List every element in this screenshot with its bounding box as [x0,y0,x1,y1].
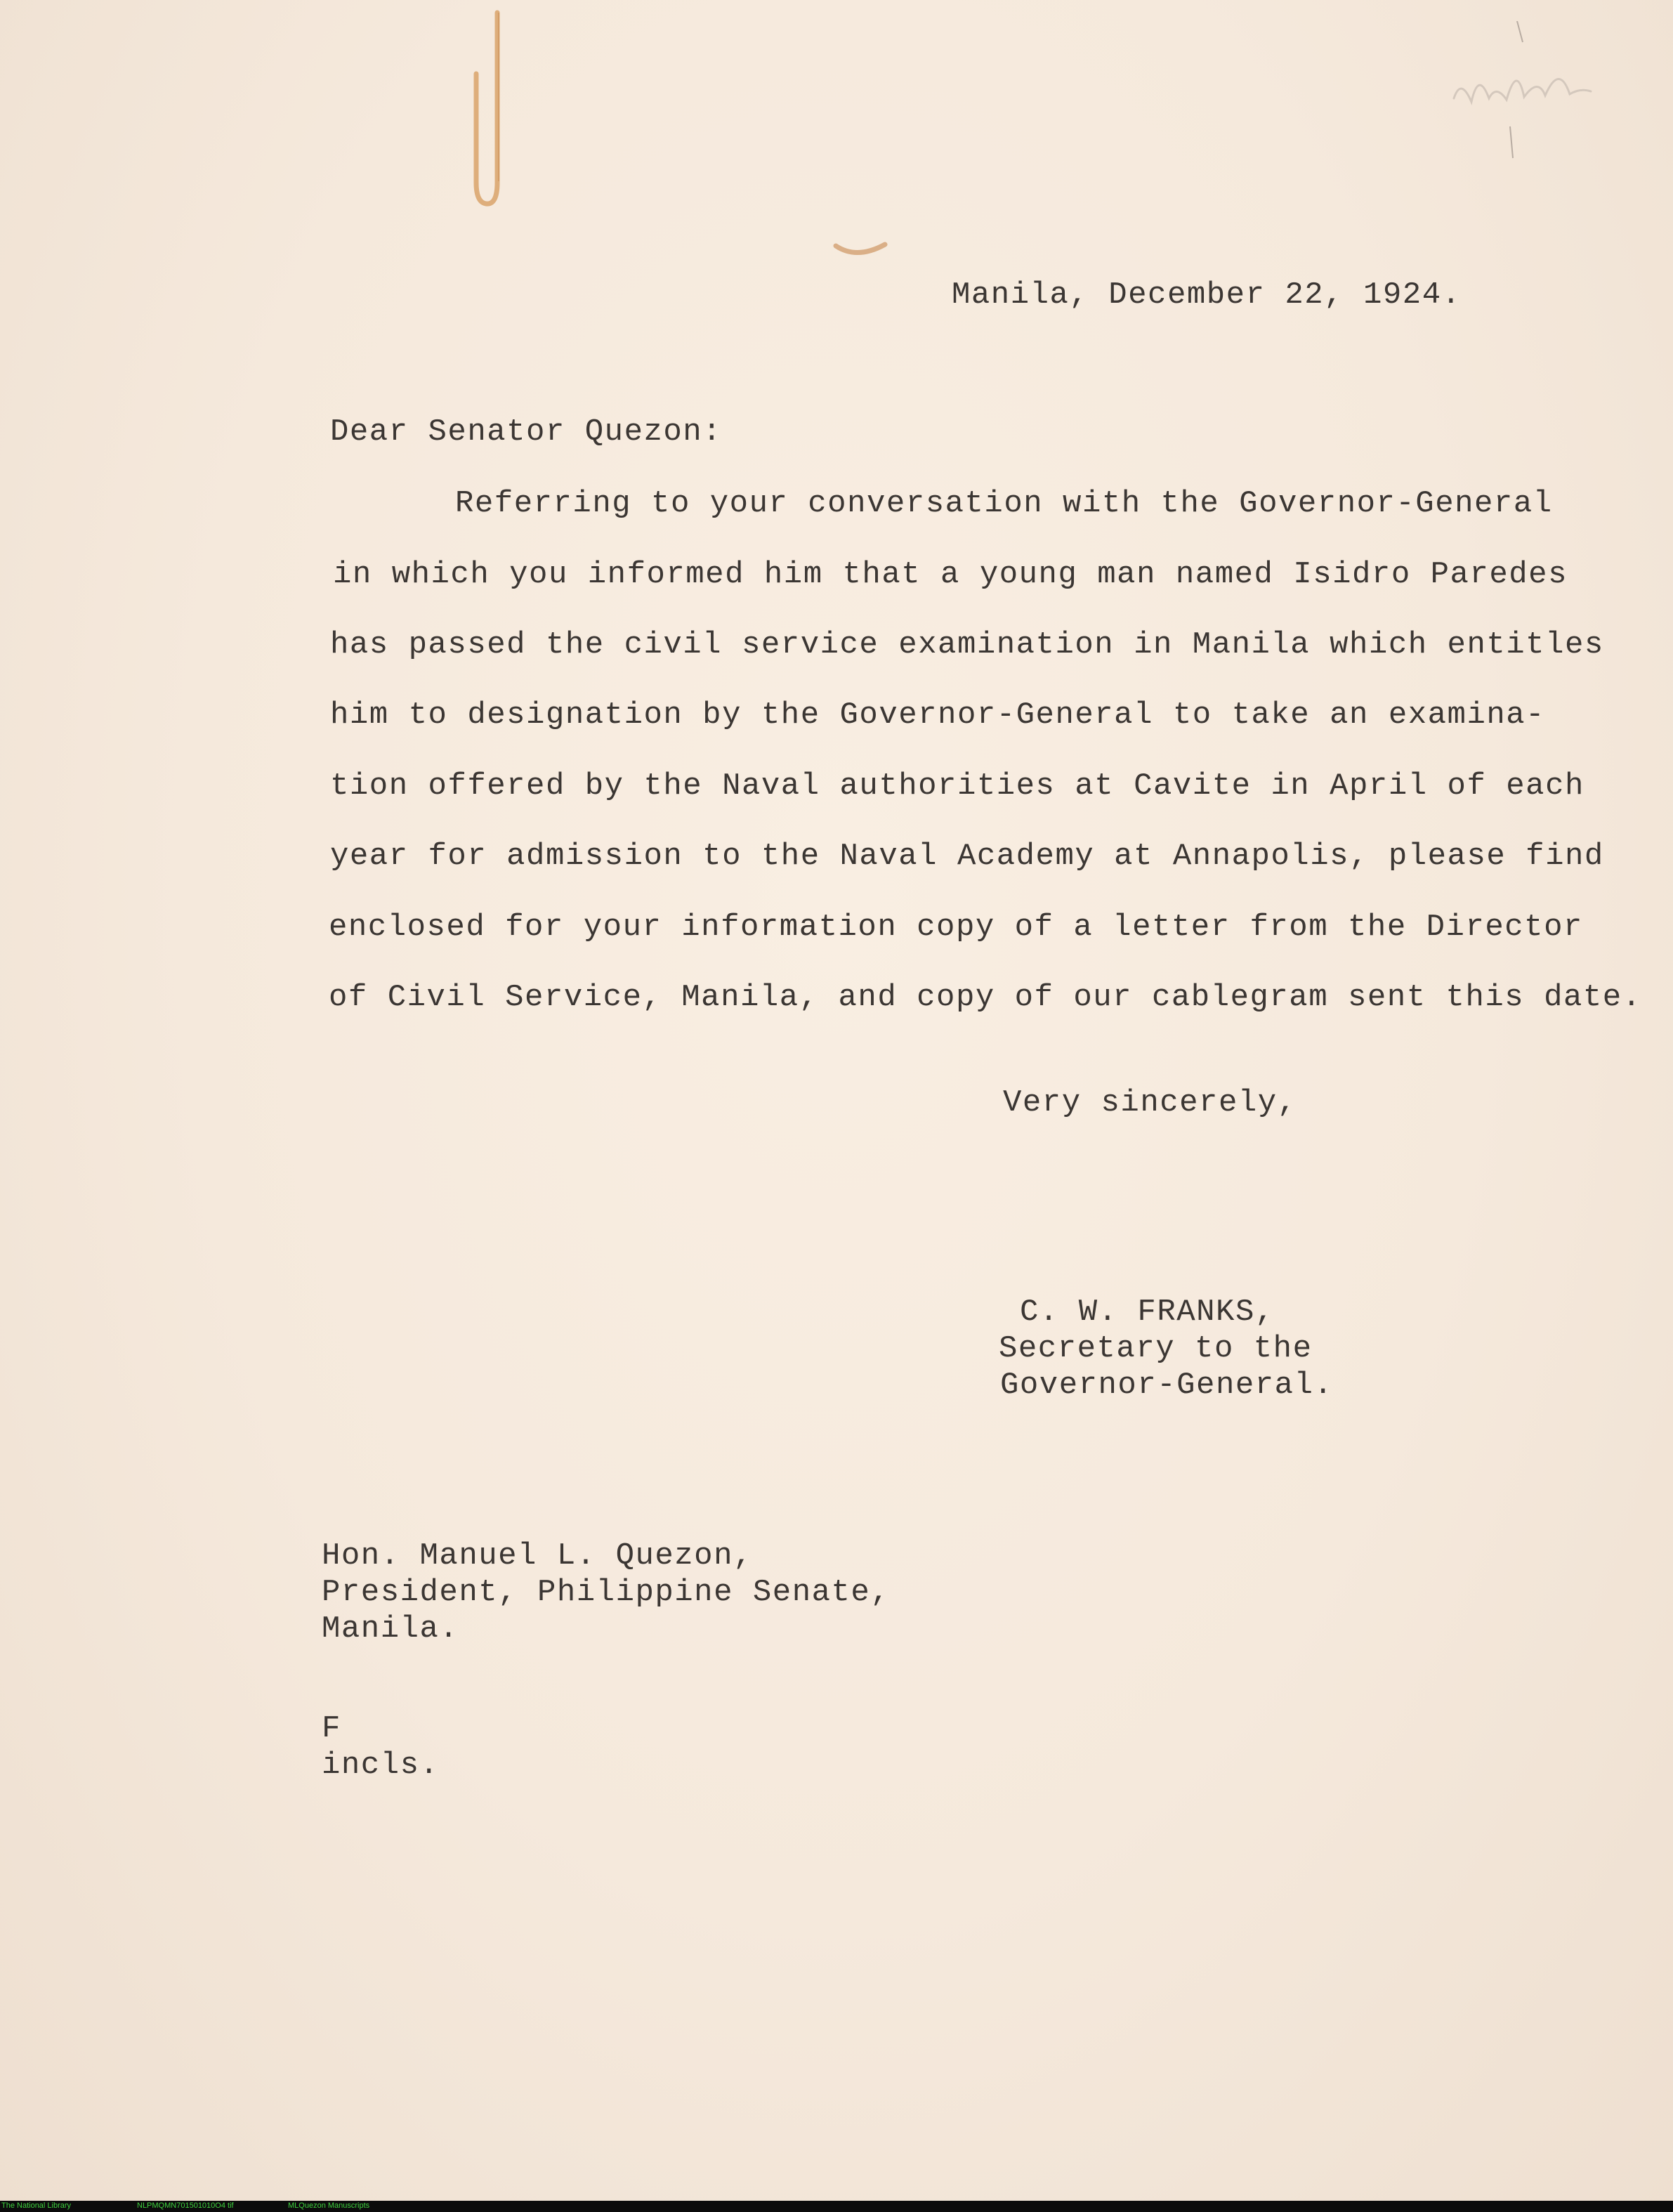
body-line: enclosed for your information copy of a letter from the Director [329,910,1583,945]
addressee-line: Hon. Manuel L. Quezon, [322,1538,753,1573]
addressee-line: Manila. [322,1611,459,1647]
dateline: Manila, December 22, 1924. [952,277,1462,313]
body-line: of Civil Service, Manila, and copy of our cablegram sent this date. [329,980,1642,1015]
enclosures-note: incls. [322,1748,440,1783]
body-line: him to designation by the Governor-General to take an examina- [330,698,1546,733]
pencil-annotation-icon [1440,21,1622,162]
footer-library: The National Library [1,2201,72,2210]
signature-title: Secretary to the [999,1331,1313,1366]
paper-clip-stain-icon [471,7,513,211]
stain-mark-icon [832,239,888,260]
addressee-line: President, Philippine Senate, [322,1575,891,1610]
footer-collection: MLQuezon Manuscripts [288,2201,370,2210]
body-line: Referring to your conversation with the Governor-General [455,486,1553,521]
body-line: in which you informed him that a young man named Isidro Paredes [333,557,1568,592]
body-line: year for admission to the Naval Academy at Annapolis, please find [330,839,1604,874]
signature-name: C. W. FRANKS, [1020,1295,1275,1330]
reference-initial: F [322,1711,341,1746]
footer-file-id: NLPMQMN701501010O4 tif [137,2201,234,2210]
archive-footer [0,2201,1673,2212]
signature-title: Governor-General. [1000,1368,1334,1403]
body-line: has passed the civil service examination in Manila which entitles [330,627,1604,662]
salutation: Dear Senator Quezon: [330,414,723,450]
closing: Very sincerely, [1003,1085,1297,1120]
body-line: tion offered by the Naval authorities at Cavite in April of each [330,768,1585,804]
